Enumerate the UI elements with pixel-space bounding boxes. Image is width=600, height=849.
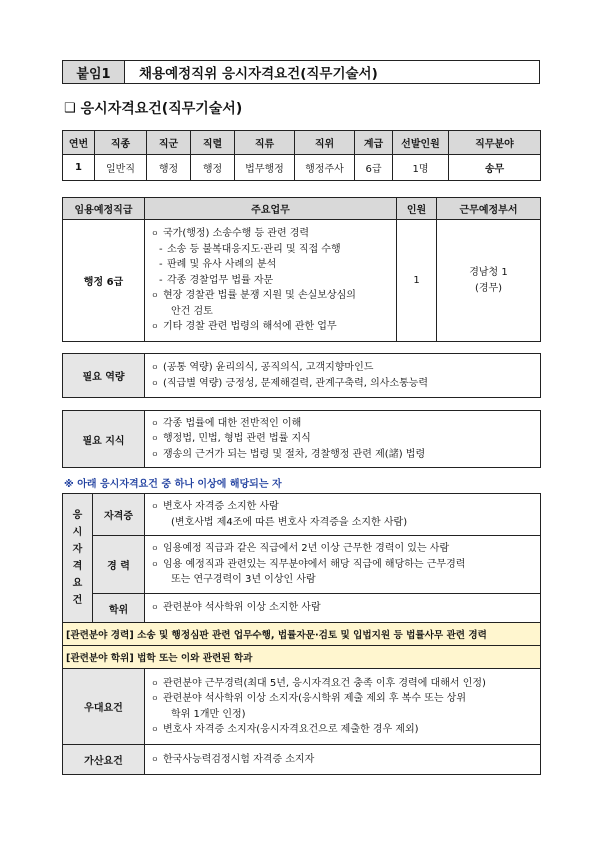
knowledge-list <box>145 413 540 466</box>
list-item: ㅇ 행정법, 민법, 형법 관련 법률 지식 <box>151 431 534 447</box>
bonus-cell <box>145 745 541 775</box>
table-cell: 법무행정 <box>235 155 295 181</box>
list-item: ㅇ 한국사능력검정시험 자격증 소지자 <box>151 752 534 768</box>
table-cell: 행정 <box>191 155 235 181</box>
table-cell: 1명 <box>393 155 449 181</box>
list-item: ㅇ 관련분야 근무경력(최대 5년, 응시자격요건 충족 이후 경력에 대해서 인정) <box>151 676 534 692</box>
header-cell: 임용예정직급 <box>63 198 145 220</box>
side-char: 요 <box>72 578 83 589</box>
list-item: 안건 검토 <box>171 305 213 317</box>
related-career-row <box>63 623 541 646</box>
table-cell: 행정주사 <box>295 155 355 181</box>
header-cell: 주요업무 <box>145 198 397 220</box>
dept-cell <box>437 220 541 342</box>
qualification-row <box>63 494 541 536</box>
title-box <box>62 60 540 84</box>
competency-list <box>145 357 540 394</box>
position-row <box>63 155 541 181</box>
list-item: ㅇ 관련분야 석사학위 이상 소지자(응시학위 제출 제외 후 복수 또는 상위 <box>151 691 534 707</box>
duty-row <box>63 220 541 342</box>
document-title: 채용예정직위 응시자격요건(직무기술서) <box>139 66 378 82</box>
table-cell: 행정 <box>147 155 191 181</box>
list-item: ㅇ 현장 경찰관 법률 분쟁 지원 및 손실보상심의 <box>151 288 390 304</box>
qualification-row <box>63 594 541 623</box>
related-career-text: 소송 및 행정심판 관련 업무수행, 법률자문·검토 및 입법지원 등 법률사무 관련 경력 <box>137 630 487 641</box>
preference-row <box>63 669 541 745</box>
notice-text: ※ 아래 응시자격요건 중 하나 이상에 해당되는 자 <box>64 479 282 490</box>
header-cell: 직위 <box>295 131 355 155</box>
list-item: ㅇ 임용예정 직급과 같은 직급에서 2년 이상 근무한 경력이 있는 사람 <box>151 541 534 557</box>
header-cell: 직종 <box>95 131 147 155</box>
header-cell: 직류 <box>235 131 295 155</box>
side-char: 자 <box>72 544 83 555</box>
knowledge-label: 필요 지식 <box>63 411 145 468</box>
knowledge-cell <box>145 411 541 468</box>
duty-table <box>62 197 541 342</box>
count-cell: 1 <box>397 220 437 342</box>
list-item: (변호사법 제4조에 따른 변호사 자격증을 소지한 사람) <box>171 516 408 528</box>
header-cell: 직무분야 <box>449 131 541 155</box>
qualification-label: 자격증 <box>93 494 145 536</box>
related-degree-text: 법학 또는 이와 관련된 학과 <box>137 653 253 664</box>
table-cell: 6급 <box>355 155 393 181</box>
list-item: ㅇ 쟁송의 근거가 되는 법령 및 절차, 경찰행정 관련 제(諸) 법령 <box>151 447 534 463</box>
position-header-row <box>63 131 541 155</box>
dept-division: (경무) <box>474 282 503 294</box>
list-item: ㅇ (직급별 역량) 긍정성, 문제해결력, 관계구축력, 의사소통능력 <box>151 376 534 392</box>
qualification-row <box>63 536 541 594</box>
related-degree-row <box>63 646 541 669</box>
list-item: ㅇ 변호사 자격증 소지자(응시자격요건으로 제출한 경우 제외) <box>151 722 534 738</box>
position-table <box>62 130 541 181</box>
preference-list <box>145 673 540 741</box>
qualification-cell <box>145 594 541 623</box>
related-career-cell <box>63 623 541 646</box>
side-char: 시 <box>72 527 83 538</box>
knowledge-table <box>62 410 541 468</box>
related-degree-label: [관련분야 학위] <box>66 653 134 664</box>
list-item: ㅇ (공통 역량) 윤리의식, 공직의식, 고객지향마인드 <box>151 360 534 376</box>
competency-cell <box>145 354 541 398</box>
list-item: ㅇ 관련분야 석사학위 이상 소지한 사람 <box>151 600 534 616</box>
duty-header-row <box>63 198 541 220</box>
list-item: ㅇ 기타 경찰 관련 법령의 해석에 관한 업무 <box>151 319 390 335</box>
header-cell: 근무예정부서 <box>437 198 541 220</box>
related-career-label: [관련분야 경력] <box>66 630 134 641</box>
header-cell: 직군 <box>147 131 191 155</box>
header-cell: 직렬 <box>191 131 235 155</box>
preference-label: 우대요건 <box>63 669 145 745</box>
list-item: ㅇ 임용 예정직과 관련있는 직무분야에서 해당 직급에 해당하는 근무경력 <box>151 557 534 573</box>
bonus-row <box>63 745 541 775</box>
header-cell: 선발인원 <box>393 131 449 155</box>
list-item: - 각종 경찰업무 법률 자문 <box>151 273 390 289</box>
qualification-cell <box>145 494 541 536</box>
list-item: ㅇ 각종 법률에 대한 전반적인 이해 <box>151 416 534 432</box>
qualification-list <box>145 538 540 591</box>
preference-cell <box>145 669 541 745</box>
competency-label: 필요 역량 <box>63 354 145 398</box>
qualification-label: 경 력 <box>93 536 145 594</box>
list-item: 또는 연구경력이 3년 이상인 사람 <box>171 574 316 586</box>
header-cell: 계급 <box>355 131 393 155</box>
duties-list <box>145 223 396 338</box>
qualification-label: 학위 <box>93 594 145 623</box>
attachment-tag: 붙임1 <box>63 61 125 83</box>
side-char: 응 <box>72 510 83 521</box>
section-heading-text: 응시자격요건(직무기술서) <box>80 101 243 117</box>
qualification-list <box>145 496 540 533</box>
bonus-label: 가산요건 <box>63 745 145 775</box>
table-cell: 1 <box>63 155 95 181</box>
section-heading <box>64 98 242 118</box>
qualification-side-label <box>63 494 93 623</box>
qualification-table <box>62 493 541 775</box>
list-item: - 판례 및 유사 사례의 분석 <box>151 257 390 273</box>
header-cell: 인원 <box>397 198 437 220</box>
competency-table <box>62 353 541 398</box>
qualification-list <box>145 597 540 619</box>
grade-cell: 행정 6급 <box>63 220 145 342</box>
list-item: - 소송 등 불복대응지도·관리 및 직접 수행 <box>151 242 390 258</box>
related-degree-cell <box>63 646 541 669</box>
table-cell: 송무 <box>449 155 541 181</box>
duties-cell <box>145 220 397 342</box>
side-char: 건 <box>72 595 83 606</box>
qualification-cell <box>145 536 541 594</box>
table-cell: 일반직 <box>95 155 147 181</box>
list-item: ㅇ 변호사 자격증 소지한 사람 <box>151 499 534 515</box>
square-icon: ❑ <box>64 100 76 116</box>
bonus-list <box>145 749 540 771</box>
list-item: 학위 1개만 인정) <box>171 708 246 720</box>
list-item: ㅇ 국가(행정) 소송수행 등 관련 경력 <box>151 226 390 242</box>
dept-name: 경남청 1 <box>469 266 508 278</box>
header-cell: 연번 <box>63 131 95 155</box>
side-char: 격 <box>72 561 83 572</box>
